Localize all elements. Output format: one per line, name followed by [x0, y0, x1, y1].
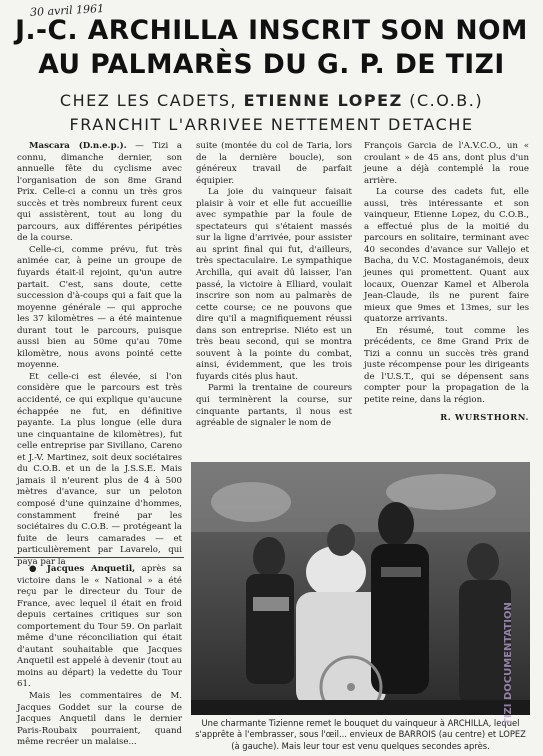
- article-paragraph: Parmi la trentaine de coureurs qui terminèrent la course, sur cinquante partants, il nous est agréable de signaler le nom de: [196, 383, 352, 429]
- photo-caption: Une charmante Tizienne remet le bouquet du vainqueur à ARCHILLA, lequel s'apprête à l'embrasser, sous l'œil... envieux de BARROIS (au centre) et LOPEZ (à gauche). Mais leur tour est venu quelques secondes après.: [195, 718, 526, 751]
- column-divider: [14, 557, 184, 558]
- article-paragraph: La course des cadets fut, elle aussi, très intéressante et son vainqueur, Etienne Lopez, du C.O.B., a effectué plus de la moitié du parcours en solitaire, terminant avec 40 secondes d'avance sur Vallejo et Bacha, du V.C. Mostaganémois, deux jeunes qui promettent. Quant aux locaux, Ouenzar Kamel et Alberola Jean-Claude, ils ne purent faire mieux que 9mes et 13mes, sur les quatorze arrivants.: [364, 187, 529, 325]
- dateline: Mascara (D.n.e.p.).: [29, 141, 127, 151]
- article-paragraph: François Garcia de l'A.V.C.O., un « croulant » de 45 ans, dont plus d'un jeune a déjà contemplé la roue arrière.: [364, 141, 529, 186]
- anquetil-brief: [17, 564, 182, 749]
- article-paragraph: Mascara (D.n.e.p.). — Tizi a connu, dimanche dernier, son annuelle fête du cyclisme avec l'organisation de son 8me Grand Prix. Celle-ci a connu un très gros succès et très nombreux furent ceux qui assistèrent, tout au long du parcours, aux différentes péripéties de la course.: [17, 141, 183, 244]
- article-column-2: [196, 141, 352, 430]
- article-column-3: [364, 141, 529, 423]
- subheadline-line-1: [10, 91, 533, 111]
- article-paragraph: ● Jacques Anquetil, après sa victoire dans le « National » a été reçu par le directeur du Tour de France, avec lequel il était en froid depuis certaines critiques sur son comportement du Tour 59. On parlait même d'une réconciliation qui était d'autant souhaitable que Jacques Anquetil est appelé à devenir (tout au moins au départ) la vedette du Tour 61.: [17, 564, 183, 690]
- race-photo: [191, 462, 530, 715]
- handwritten-date: 30 avril 1961: [29, 2, 105, 19]
- author-signature: R. WURSTHORN.: [440, 411, 529, 422]
- subhead-prefix: CHEZ LES CADETS,: [59, 91, 238, 110]
- brief-name: Jacques Anquetil,: [46, 564, 136, 574]
- headline-line-2: AU PALMARÈS DU G. P. DE TIZI: [38, 49, 505, 80]
- headline-line-1: J.-C. ARCHILLA INSCRIT SON NOM: [15, 15, 528, 46]
- article-paragraph: En résumé, tout comme les précédents, ce 8me Grand Prix de Tizi a connu un succès très grand juste récompense pour les dirigeants de l'U.S.T., qui se dépensent sans compter pour la propagation de la petite reine, dans la région.: [364, 325, 529, 406]
- article-column-1: [17, 141, 182, 568]
- article-paragraph: La joie du vainqueur faisait plaisir à voir et elle fut accueillie avec sympathie par la foule de spectateurs qui s'étaient massés sur la ligne d'arrivée, pour assister au sprint final qui fut, d'ailleurs, très spectaculaire. Le sympathique Archilla, qui avait dû laisser, l'an passé, la victoire à Elliard, voulait inscrire son nom au palmarès de cette course; ce ne pouvons que dire qu'il a magnifiquement réussi dans son entreprise. Niéto est un très beau second, qui se montra souvent à la pointe du combat, ainsi, évidemment, que les trois fuyards cités plus haut.: [196, 187, 352, 382]
- article-paragraph: suite (montée du col de Taria, lors de la dernière boucle), son généreux travail de parfait équipier.: [196, 141, 352, 186]
- subhead-name: ETIENNE LOPEZ: [243, 91, 403, 110]
- subhead-club: (C.O.B.): [409, 91, 484, 110]
- article-paragraph: Et celle-ci est élevée, si l'on considère que le parcours est très accidenté, ce qui explique qu'aucune échappée ne fut, en définitive payante. La plus longue (elle dura une cinquantaine de kilomètres), fut celle entreprise par Sivillano, Careno et J.-V. Martinez, soit deux sociétaires du C.O.B. et un de la J.S.S.E. Mais jamais il n'eurent plus de 4 à 500 mètres d'avance, sur un peloton composé d'une quinzaine d'hommes, constamment freiné par les sociétaires du C.O.B. — protégeant la fuite de leurs camarades — et particulièrement par Lavarelo, qui paya par la: [17, 371, 182, 567]
- article-paragraph: Celle-ci, comme prévu, fut très animée car, à peine un groupe de fuyards était-il rejoint, qu'un autre partait. C'est, sans doute, cette succession d'à-coups qui a fait que la moyenne générale — qui approche les 37 kilomètres — a été maintenue durant tout le parcours, puisque aussi bien au 50me qu'au 70me kilomètre, nous avons pointé cette moyenne.: [17, 244, 182, 371]
- article-paragraph: Mais les commentaires de M. Jacques Goddet sur la course de Jacques Anquetil dans le dernier Paris-Roubaix pourraient, quand même recréer un malaise...: [17, 691, 182, 748]
- archive-stamp: TIZI DOCUMENTATION: [503, 602, 514, 725]
- photo-image: [191, 462, 530, 715]
- subheadline-line-2: FRANCHIT L'ARRIVEE NETTEMENT DETACHE: [69, 115, 474, 134]
